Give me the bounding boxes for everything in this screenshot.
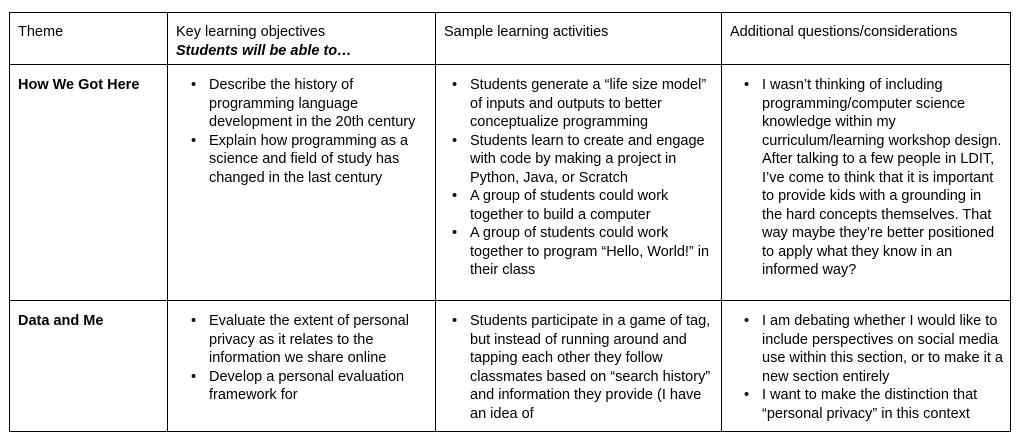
- theme-cell: [10, 301, 168, 432]
- list-item: • Students learn to create and engage with code by making a project in Python, Java, or Scratch: [470, 132, 715, 188]
- activities-cell: [436, 65, 722, 301]
- list-item: • Explain how programming as a science and field of study has changed in the last century: [209, 132, 429, 188]
- considerations-list: [731, 312, 1004, 423]
- objectives-list: [177, 312, 429, 405]
- table-row: [10, 301, 1011, 432]
- activities-list: [445, 76, 715, 280]
- considerations-cell: [722, 301, 1011, 432]
- list-item: • Students generate a “life size model” of inputs and outputs to better conceptualize programming: [470, 76, 715, 132]
- activities-cell: [436, 301, 722, 432]
- list-item: • I want to make the distinction that “personal privacy” in this context: [762, 386, 1004, 423]
- theme-title: How We Got Here: [18, 77, 140, 93]
- considerations-cell: [722, 65, 1011, 301]
- considerations-list: [731, 76, 1004, 280]
- list-item: • Evaluate the extent of personal privacy as it relates to the information we share online: [209, 312, 429, 368]
- header-activities-cell: [436, 13, 722, 65]
- header-theme-cell: [10, 13, 168, 65]
- curriculum-table: [9, 12, 1011, 432]
- header-activities: Sample learning activities: [444, 24, 609, 40]
- list-item: • Students participate in a game of tag, but instead of running around and tapping each other they follow classmates based on “search history” and information they provide (I have an idea of: [470, 312, 715, 423]
- objectives-list: [177, 76, 429, 187]
- list-item: • I am debating whether I would like to include perspectives on social media use within this section, or to make it a new section entirely: [762, 312, 1004, 386]
- list-item: • Develop a personal evaluation framework for: [209, 368, 429, 405]
- header-considerations: Additional questions/considerations: [730, 24, 958, 40]
- objectives-cell: [168, 301, 436, 432]
- header-theme: Theme: [18, 24, 64, 40]
- header-objectives-cell: [168, 13, 436, 65]
- list-item: • A group of students could work together to build a computer: [470, 187, 715, 224]
- objectives-cell: [168, 65, 436, 301]
- header-objectives-sub: Students will be able to…: [176, 42, 352, 59]
- list-item: • A group of students could work together to program “Hello, World!” in their class: [470, 224, 715, 280]
- list-item: • I wasn’t thinking of including programming/computer science knowledge within my curriculum/learning workshop design. After talking to a few people in LDIT, I’ve come to think that it is important to provide kids with a grounding in the hard concepts themselves. That way maybe they’re better positioned to apply what they know in an informed way?: [762, 76, 1004, 280]
- activities-list: [445, 312, 715, 423]
- theme-title: Data and Me: [18, 313, 104, 329]
- header-row: [10, 13, 1011, 65]
- table-row: [10, 65, 1011, 301]
- list-item: • Describe the history of programming language development in the 20th century: [209, 76, 429, 132]
- header-considerations-cell: [722, 13, 1011, 65]
- theme-cell: [10, 65, 168, 301]
- header-objectives: Key learning objectives: [176, 24, 326, 40]
